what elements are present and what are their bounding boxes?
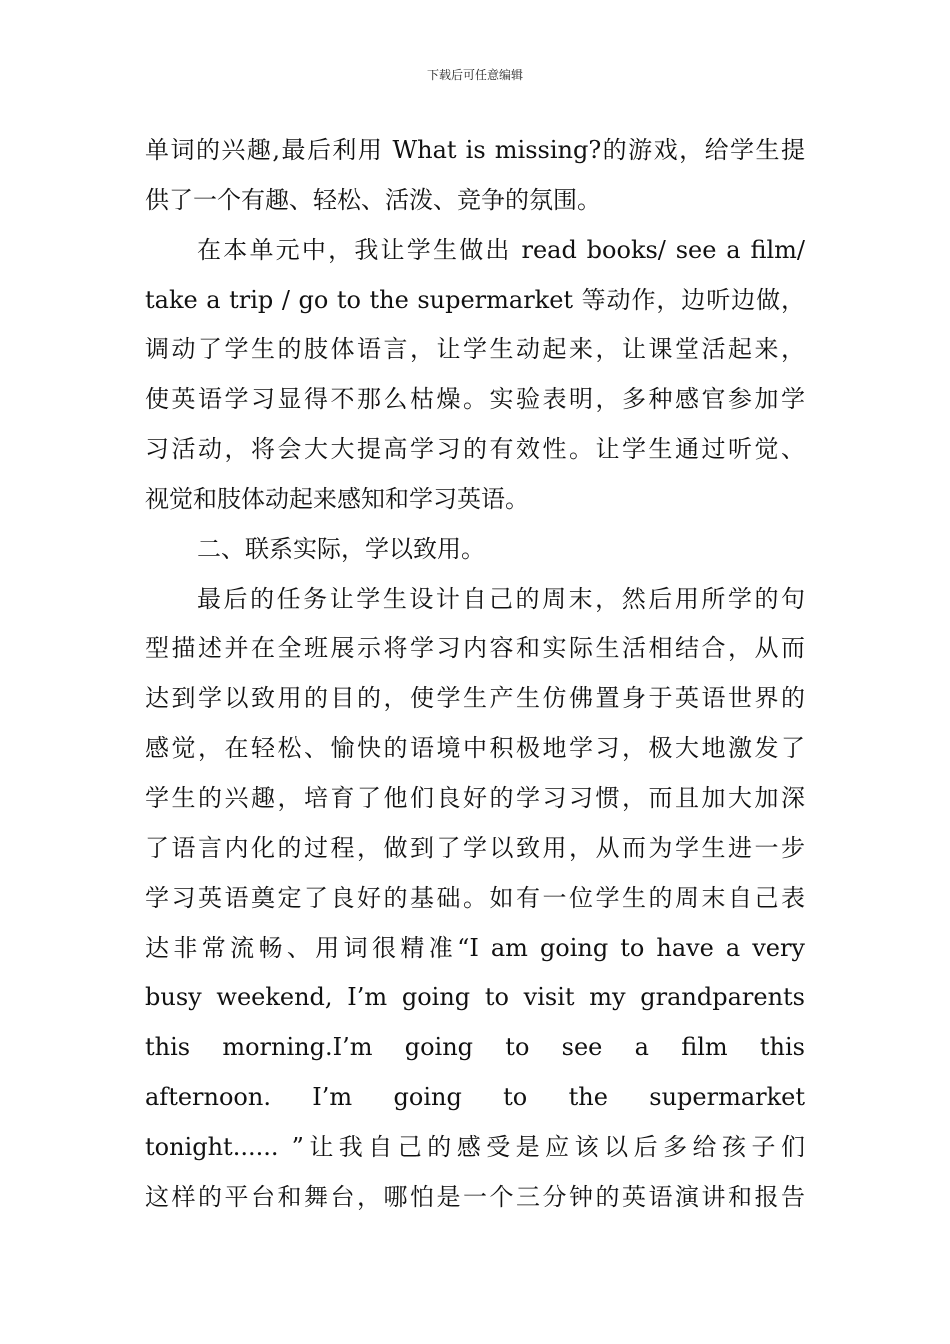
- text-line: 视觉和肢体动起来感知和学习英语。: [145, 484, 529, 513]
- section-heading: 二、联系实际，学以致用。: [197, 534, 485, 563]
- text-line: 型描述并在全班展示将学习内容和实际生活相结合，从而: [145, 634, 805, 663]
- text-line: 使英语学习显得不那么枯燥。实验表明，多种感官参加学: [145, 385, 805, 414]
- text-line: 感觉，在轻松、愉快的语境中积极地学习，极大地激发了: [145, 734, 805, 763]
- text-line: 单词的兴趣,最后利用 What is missing?的游戏，给学生提: [145, 136, 805, 164]
- text-line: this morning.I’m going to see a film this: [145, 1033, 805, 1062]
- document-body: [145, 126, 805, 1223]
- paragraph-first-line: 在本单元中，我让学生做出 read books/ see a film/: [197, 235, 805, 264]
- text-line: 供了一个有趣、轻松、活泼、竞争的氛围。: [145, 185, 601, 214]
- text-line: 达非常流畅、用词很精准“I am going to have a very: [145, 933, 805, 962]
- text-line: 达到学以致用的目的，使学生产生仿佛置身于英语世界的: [145, 684, 805, 713]
- text-line: afternoon. I’m going to the supermarket: [145, 1083, 805, 1112]
- text-line: busy weekend, I’m going to visit my grandparents: [145, 983, 805, 1012]
- text-line: 学习英语奠定了良好的基础。如有一位学生的周末自己表: [145, 883, 805, 912]
- text-line: 调动了学生的肢体语言，让学生动起来，让课堂活起来，: [145, 335, 805, 364]
- text-line: take a trip / go to the supermarket 等动作，边听边做，: [145, 285, 805, 314]
- text-line: 学生的兴趣，培育了他们良好的学习习惯，而且加大加深: [145, 783, 805, 812]
- page-header: 下载后可任意编辑: [426, 68, 523, 82]
- paragraph-first-line: 最后的任务让学生设计自己的周末，然后用所学的句: [197, 584, 805, 613]
- text-line: 了语言内化的过程，做到了学以致用，从而为学生进一步: [145, 833, 805, 862]
- text-line: 习活动，将会大大提高学习的有效性。让学生通过听觉、: [145, 435, 805, 464]
- text-line: 这样的平台和舞台，哪怕是一个三分钟的英语演讲和报告: [145, 1182, 805, 1211]
- text-line: tonight...... ”让我自己的感受是应该以后多给孩子们: [145, 1132, 805, 1161]
